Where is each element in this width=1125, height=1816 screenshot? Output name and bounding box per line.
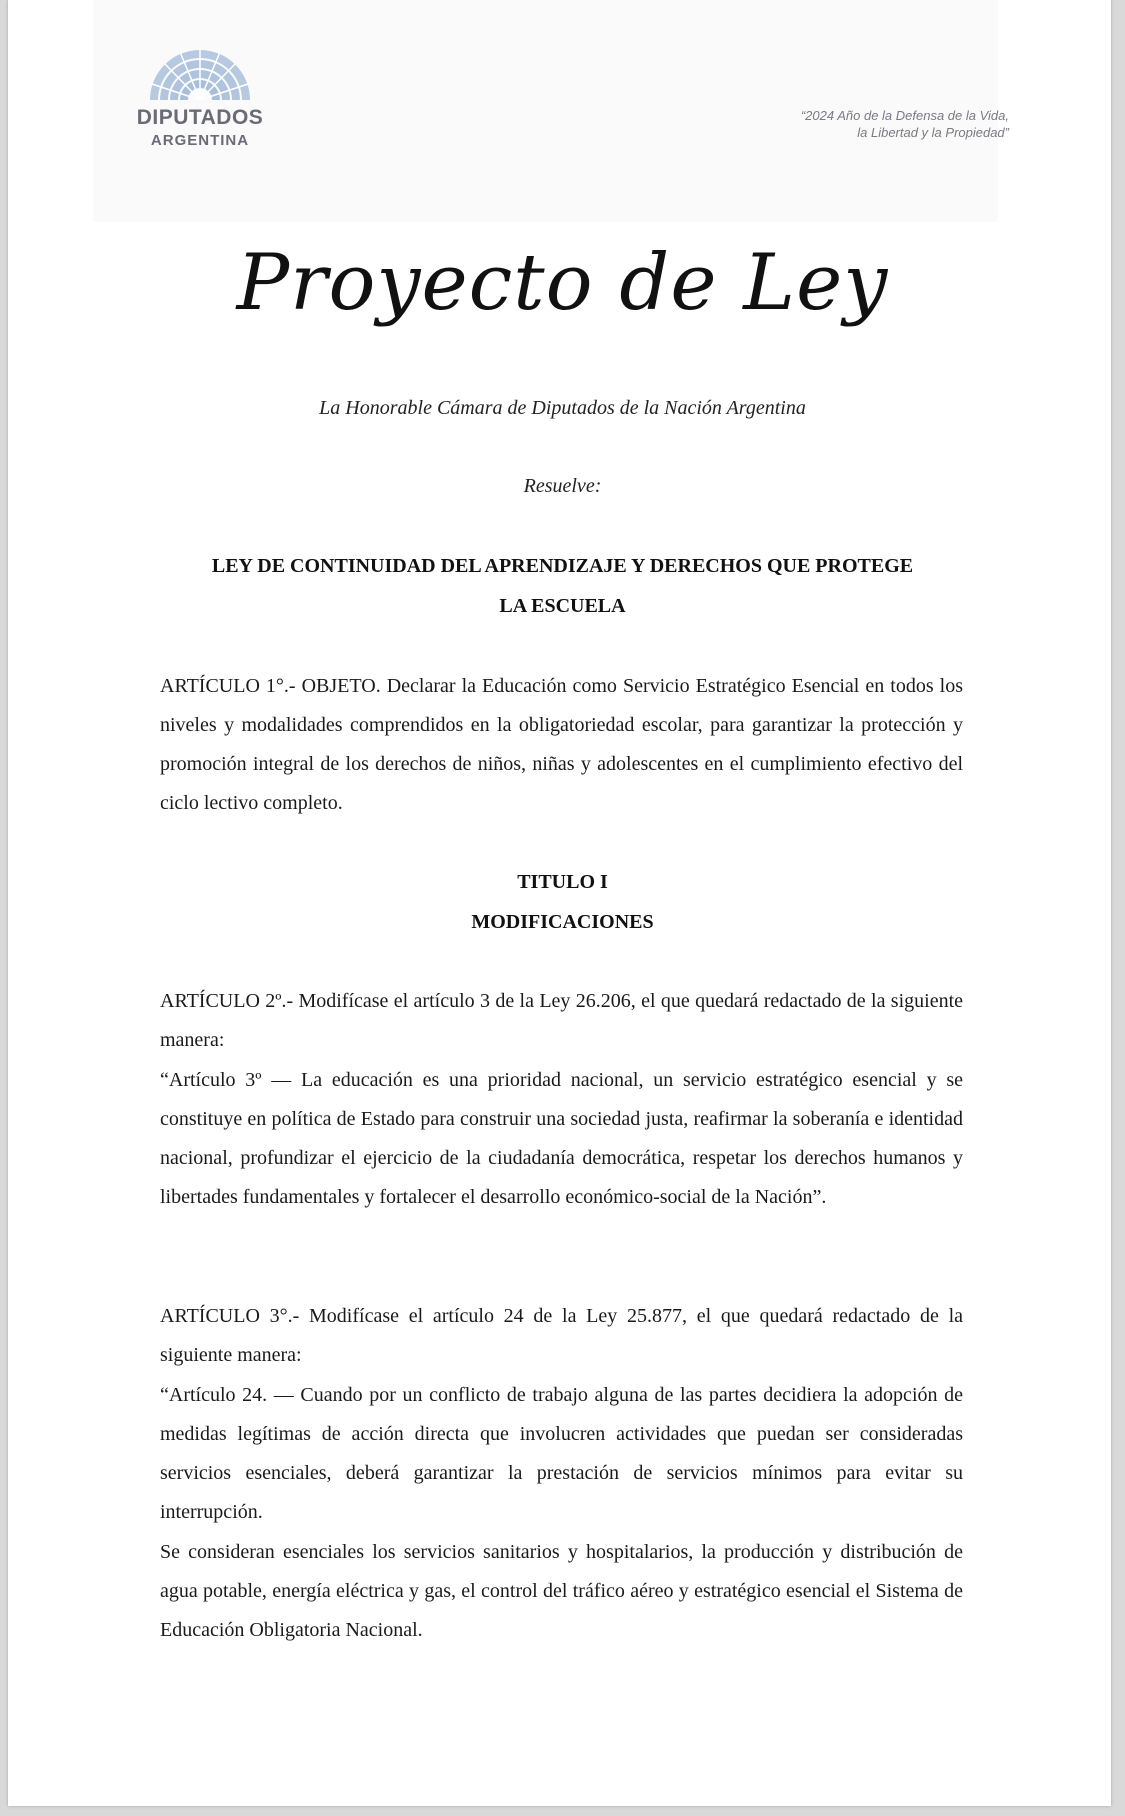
article-1: ARTÍCULO 1°.- OBJETO. Declarar la Educación como Servicio Estratégico Esencial en todos los niveles y modalidades comprendidos en la obligatoriedad escolar, para garantizar la protección y promoción integral de los derechos de niños, niñas y adolescentes en el cumplimiento efectivo del ciclo lectivo completo. [160,675,963,814]
logo-title: DIPUTADOS [136,106,264,129]
law-title-line-1: LEY DE CONTINUIDAD DEL APRENDIZAJE Y DERECHOS QUE PROTEGE [211,555,914,577]
article-2-intro: ARTÍCULO 2º.- Modifícase el artículo 3 de la Ley 26.206, el que quedará redactado de la siguiente manera: [160,990,963,1051]
document-heading: Proyecto de Ley [236,238,889,328]
article-2-text: “Artículo 3º — La educación es una prioridad nacional, un servicio estratégico esencial y se constituye en política de Estado para construir una sociedad justa, reafirmar la soberanía e identidad nacional, profundizar el ejercicio de la ciudadanía democrática, respetar los derechos humanos y libertades fundamentales y fortalecer el desarrollo económico-social de la Nación”. [160,1069,963,1208]
titulo-name: MODIFICACIONES [471,911,654,933]
article-3-text-continued: Se consideran esenciales los servicios sanitarios y hospitalarios, la producción y distribución de agua potable, energía eléctrica y gas, el control del tráfico aéreo y estratégico esencial el Sistema de Educación Obligatoria Nacional. [160,1541,963,1641]
year-motto [801,107,1009,141]
logo-subtitle: ARGENTINA [150,132,250,149]
law-title-line-2: LA ESCUELA [499,595,626,617]
titulo-number: TITULO I [517,871,608,893]
article-3-text: “Artículo 24. — Cuando por un conflicto de trabajo alguna de las partes decidiera la adopción de medidas legítimas de acción directa que involucren actividades que puedan ser consideradas servicios esenciales, deberá garantizar la prestación de servicios mínimos para evitar su interrupción. [160,1384,963,1523]
chamber-line: La Honorable Cámara de Diputados de la Nación Argentina [319,397,806,419]
diputados-logo [120,44,280,154]
motto-line-2: la Libertad y la Propiedad” [857,125,1009,140]
article-3-intro: ARTÍCULO 3°.- Modifícase el artículo 24 de la Ley 25.877, el que quedará redactado de la siguiente manera: [160,1305,963,1366]
resuelve-label: Resuelve: [523,475,602,497]
congress-dome-icon [140,44,260,104]
motto-line-1: “2024 Año de la Defensa de la Vida, [800,108,1009,123]
